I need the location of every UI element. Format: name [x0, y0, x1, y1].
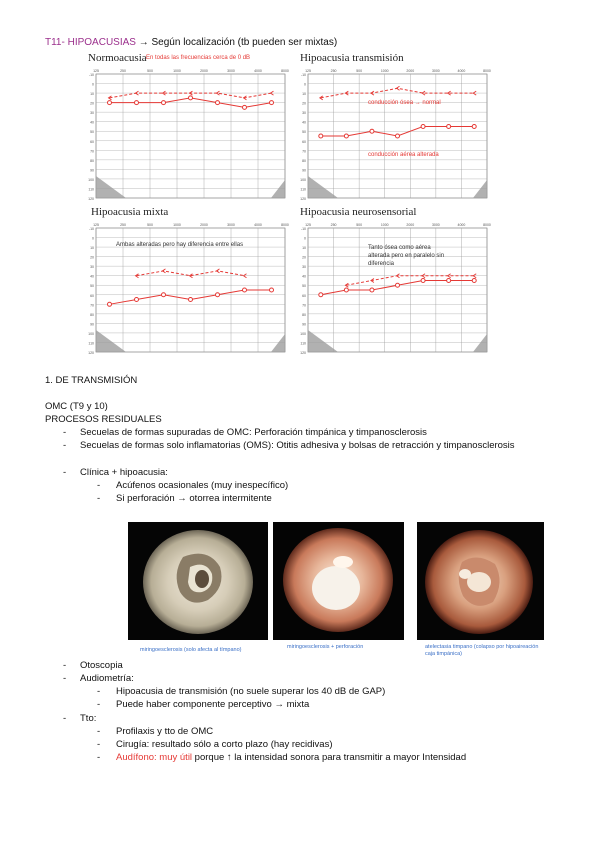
- air-point: [370, 129, 374, 133]
- db-tick: 10: [302, 246, 306, 251]
- air-point: [472, 278, 476, 282]
- db-tick: 110: [88, 341, 94, 346]
- db-tick: 80: [302, 312, 306, 317]
- photo-caption: miringoesclerosis + perforación: [287, 644, 364, 650]
- bullet-dash: -: [63, 440, 67, 451]
- panel-note: Tanto ósea como aérea alterada pero en paralelo sin diferencia: [368, 245, 445, 267]
- freq-tick: 250: [120, 69, 126, 73]
- sub-bullet: Profilaxis y tto de OMC: [116, 726, 214, 737]
- panel-note: En todas las frecuencias cerca de 0 dB: [146, 55, 251, 61]
- panel-title: Normoacusia: [88, 52, 147, 64]
- db-tick: 70: [90, 303, 94, 308]
- freq-tick: 3000: [227, 223, 235, 227]
- bullet-item: Tto:: [80, 713, 97, 724]
- db-tick: 10: [90, 246, 94, 251]
- page-title: [45, 37, 337, 48]
- db-tick: 110: [300, 341, 306, 346]
- freq-tick: 500: [147, 69, 153, 73]
- panel-title: Hipoacusia neurosensorial: [300, 206, 417, 218]
- db-tick: -10: [300, 227, 306, 231]
- db-tick: 20: [90, 101, 94, 106]
- freq-tick: 8000: [281, 223, 289, 227]
- freq-tick: 125: [93, 69, 99, 73]
- audiogram-neurosensorial: [298, 206, 491, 354]
- db-tick: -10: [300, 73, 306, 77]
- db-tick: 10: [302, 92, 306, 97]
- freq-tick: 8000: [281, 69, 289, 73]
- db-tick: 50: [302, 284, 306, 289]
- air-point: [370, 288, 374, 292]
- db-tick: 80: [90, 312, 94, 317]
- air-point: [189, 96, 193, 100]
- db-tick: 70: [302, 149, 306, 154]
- sub-bullet: Hipoacusia de transmisión (no suele superar los 40 dB de GAP): [116, 686, 386, 697]
- freq-tick: 8000: [483, 69, 491, 73]
- db-tick: 120: [88, 197, 94, 200]
- db-tick: 100: [300, 177, 306, 182]
- audiogram-chart: [298, 220, 491, 354]
- freq-tick: 250: [330, 223, 337, 227]
- freq-tick: 250: [120, 223, 126, 227]
- freq-tick: 1000: [173, 69, 181, 73]
- db-tick: 120: [88, 351, 94, 354]
- panel-note-osea: conducción ósea → normal: [368, 100, 441, 106]
- db-tick: 110: [300, 187, 306, 192]
- freq-tick: 4000: [254, 69, 262, 73]
- otoscopy-photo-1: [128, 522, 268, 640]
- db-tick: 60: [90, 293, 94, 298]
- db-tick: 120: [300, 351, 306, 354]
- db-tick: 90: [90, 322, 94, 327]
- air-point: [447, 278, 451, 282]
- bullet-dash: -: [63, 427, 67, 438]
- db-tick: 70: [302, 303, 306, 308]
- sub-bullet: Si perforación → otorrea intermitente: [116, 493, 272, 504]
- audiogram-chart: [86, 66, 289, 200]
- freq-tick: 250: [330, 69, 337, 73]
- air-point: [216, 101, 220, 105]
- bullet-item: Secuelas de formas solo inflamatorias (OMS): Otitis adhesiva y bolsas de retracción y timpanosclerosis: [80, 440, 515, 451]
- db-tick: 60: [302, 293, 306, 298]
- freq-tick: 500: [356, 69, 363, 73]
- title-subtitle: → Según localización (tb pueden ser mixtas): [135, 37, 338, 48]
- db-tick: 10: [90, 92, 94, 97]
- freq-tick: 3000: [227, 69, 235, 73]
- db-tick: 100: [88, 177, 94, 182]
- air-point: [421, 278, 425, 282]
- db-tick: 50: [90, 284, 94, 289]
- air-point: [243, 288, 247, 292]
- panel-note: Ambas alteradas pero hay diferencia entre ellas: [116, 242, 244, 248]
- omc-heading: OMC (T9 y 10): [45, 401, 108, 412]
- db-tick: 0: [304, 82, 306, 87]
- db-tick: 100: [300, 331, 306, 336]
- audiogram-normoacusia: [86, 52, 289, 200]
- freq-tick: 4000: [457, 69, 466, 73]
- bullet-dash: -: [97, 699, 101, 710]
- audiogram-chart: [298, 66, 491, 200]
- panel-title: Hipoacusia transmisión: [300, 52, 404, 64]
- air-point: [108, 101, 112, 105]
- freq-tick: 2000: [406, 69, 415, 73]
- db-tick: 40: [302, 274, 306, 279]
- freq-tick: 2000: [200, 223, 208, 227]
- sub-bullet: Puede haber componente perceptivo → mixta: [116, 699, 310, 710]
- air-point: [396, 283, 400, 287]
- bullet-item: Secuelas de formas supuradas de OMC: Perforación timpánica y timpanosclerosis: [80, 427, 427, 438]
- sub-bullet: Acúfenos ocasionales (muy inespecífico): [116, 480, 289, 491]
- panel-note-aerea: conducción aérea alterada: [368, 152, 439, 158]
- procesos-heading: PROCESOS RESIDUALES: [45, 414, 162, 425]
- db-tick: 0: [92, 82, 94, 87]
- air-point: [162, 101, 166, 105]
- db-tick: 40: [90, 120, 94, 125]
- db-tick: 90: [90, 168, 94, 173]
- freq-tick: 125: [305, 223, 311, 227]
- title-topic: T11- HIPOACUSIAS: [45, 37, 136, 48]
- db-tick: 30: [302, 265, 306, 270]
- db-tick: 100: [88, 331, 94, 336]
- panel-title: Hipoacusia mixta: [91, 206, 169, 218]
- db-tick: 30: [90, 111, 94, 116]
- bullet-dash: -: [97, 480, 101, 491]
- freq-tick: 8000: [483, 223, 491, 227]
- section-heading: 1. DE TRANSMISIÓN: [45, 375, 138, 386]
- freq-tick: 4000: [457, 223, 466, 227]
- bullet-dash: -: [63, 467, 67, 478]
- freq-tick: 4000: [254, 223, 262, 227]
- db-tick: 90: [302, 322, 306, 327]
- freq-tick: 1000: [380, 69, 389, 73]
- air-point: [243, 105, 247, 109]
- db-tick: 80: [302, 158, 306, 163]
- air-point: [162, 293, 166, 297]
- db-tick: 20: [302, 101, 306, 106]
- freq-tick: 3000: [431, 69, 440, 73]
- air-point: [344, 288, 348, 292]
- bullet-dash: -: [63, 713, 67, 724]
- air-point: [135, 101, 139, 105]
- air-point: [472, 124, 476, 128]
- air-point: [447, 124, 451, 128]
- bullet-dash: -: [97, 739, 101, 750]
- freq-tick: 1000: [380, 223, 389, 227]
- db-tick: 110: [88, 187, 94, 192]
- air-point: [396, 134, 400, 138]
- freq-tick: 500: [356, 223, 363, 227]
- air-point: [216, 293, 220, 297]
- bullet-dash: -: [97, 726, 101, 737]
- db-tick: 0: [304, 236, 306, 241]
- bullet-item: Audiometría:: [80, 673, 134, 684]
- db-tick: 120: [300, 197, 306, 200]
- freq-tick: 3000: [431, 223, 440, 227]
- db-tick: 60: [302, 139, 306, 144]
- freq-tick: 2000: [406, 223, 415, 227]
- freq-tick: 125: [93, 223, 99, 227]
- air-point: [344, 134, 348, 138]
- air-point: [270, 101, 274, 105]
- audiogram-chart: [86, 220, 289, 354]
- db-tick: 40: [302, 120, 306, 125]
- freq-tick: 500: [147, 223, 153, 227]
- db-tick: 80: [90, 158, 94, 163]
- freq-tick: 1000: [173, 223, 181, 227]
- bullet-dash: -: [97, 686, 101, 697]
- db-tick: -10: [88, 73, 94, 77]
- sub-bullet: Cirugía: resultado sólo a corto plazo (hay recidivas): [116, 739, 333, 750]
- audiogram-mixta: [86, 206, 289, 354]
- freq-tick: 125: [305, 69, 311, 73]
- air-point: [421, 124, 425, 128]
- air-point: [319, 293, 323, 297]
- db-tick: 70: [90, 149, 94, 154]
- photo-caption: miringoesclerosis (solo afecta al tímpano): [140, 647, 242, 653]
- bullet-dash: -: [97, 493, 101, 504]
- db-tick: 20: [90, 255, 94, 260]
- db-tick: 0: [92, 236, 94, 241]
- db-tick: 50: [90, 130, 94, 135]
- bullet-dash: -: [63, 660, 67, 671]
- db-tick: 60: [90, 139, 94, 144]
- air-point: [189, 298, 193, 302]
- bullet-dash: -: [63, 673, 67, 684]
- audiogram-transmision: [298, 52, 491, 200]
- photo-caption: atelectasia timpano (colapso por hipoaireación caja timpánica): [425, 644, 539, 657]
- bullet-item: Otoscopia: [80, 660, 123, 671]
- db-tick: 30: [302, 111, 306, 116]
- sub-bullet: [116, 752, 466, 764]
- otoscopy-photo-2: [273, 522, 404, 640]
- sub-bullet-rest: porque ↑ la intensidad sonora para transmitir a mayor Intensidad: [192, 752, 467, 763]
- db-tick: 20: [302, 255, 306, 260]
- db-tick: -10: [88, 227, 94, 231]
- air-point: [270, 288, 274, 292]
- bullet-dash: -: [97, 752, 101, 763]
- highlight-audifono: Audífono: muy útil: [116, 752, 193, 763]
- db-tick: 90: [302, 168, 306, 173]
- air-point: [135, 298, 139, 302]
- air-point: [108, 302, 112, 306]
- otoscopy-photo-3: [417, 522, 544, 640]
- bullet-item: Clínica + hipoacusia:: [80, 467, 168, 478]
- db-tick: 30: [90, 265, 94, 270]
- db-tick: 50: [302, 130, 306, 135]
- air-point: [319, 134, 323, 138]
- db-tick: 40: [90, 274, 94, 279]
- freq-tick: 2000: [200, 69, 208, 73]
